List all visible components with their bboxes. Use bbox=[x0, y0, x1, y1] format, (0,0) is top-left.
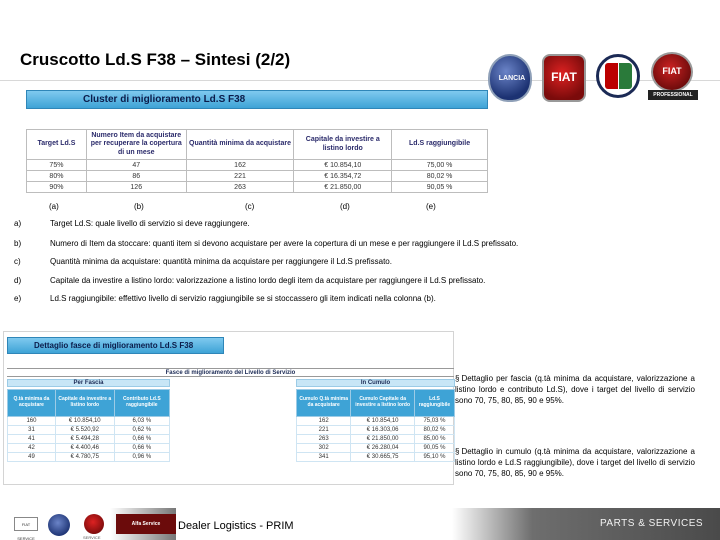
in-cumulo-label: In Cumulo bbox=[296, 379, 455, 387]
column-letter: (e) bbox=[426, 202, 436, 211]
column-letter: (a) bbox=[49, 202, 59, 211]
table-cell: 126 bbox=[86, 182, 186, 193]
table-row bbox=[8, 426, 170, 435]
footer bbox=[0, 508, 720, 540]
table-cell: 47 bbox=[86, 160, 186, 171]
cluster-table bbox=[26, 129, 488, 193]
bullet-icon: § bbox=[455, 374, 460, 383]
table-cell: 263 bbox=[297, 435, 351, 444]
table-cell: 90,05 % bbox=[392, 182, 488, 193]
table-cell: € 21.850,00 bbox=[351, 435, 415, 444]
table-cell: € 10.854,10 bbox=[55, 417, 114, 426]
lancia-logo-icon bbox=[488, 54, 532, 102]
slide-title: Cruscotto Ld.S F38 – Sintesi (2/2) bbox=[20, 50, 291, 69]
fiat-service-round-logo-icon bbox=[84, 514, 104, 534]
table-cell: € 16.354,72 bbox=[294, 171, 392, 182]
fiat-professional-logo-text: FIAT bbox=[662, 66, 682, 76]
table-cell: € 4.400,46 bbox=[55, 444, 114, 453]
table-cell: 162 bbox=[186, 160, 294, 171]
table-row bbox=[8, 453, 170, 462]
table-cell: 75,00 % bbox=[392, 160, 488, 171]
bullet-icon: § bbox=[455, 447, 460, 456]
table-cell: € 10.854,10 bbox=[351, 417, 415, 426]
per-fascia-table bbox=[7, 389, 170, 462]
table-row bbox=[27, 182, 488, 193]
table-cell: 41 bbox=[8, 435, 56, 444]
service-label: SERVICE bbox=[83, 535, 101, 540]
col-qty: Quantità minima da acquistare bbox=[186, 130, 294, 160]
per-fascia-col-capital: Capitale da investire a listino lordo bbox=[55, 390, 114, 417]
column-letters bbox=[0, 202, 720, 214]
bands-table-title: Dettaglio fasce di miglioramento Ld.S F38 bbox=[34, 341, 194, 350]
fiat-service-logo-icon: FIAT SERVICE bbox=[14, 517, 38, 531]
in-cumulo-col-qty: Cumulo Q.tà minima da acquistare bbox=[297, 390, 351, 417]
per-fascia-col-lds: Contributo Ld.S raggiungibile bbox=[114, 390, 169, 417]
table-cell: 86 bbox=[86, 171, 186, 182]
table-cell: 302 bbox=[297, 444, 351, 453]
table-cell: 160 bbox=[8, 417, 56, 426]
table-cell: 95,10 % bbox=[414, 453, 454, 462]
table-row bbox=[297, 417, 455, 426]
fiat-logo-icon bbox=[542, 54, 586, 102]
fiat-professional-logo-icon bbox=[651, 52, 693, 92]
alfa-romeo-logo-icon bbox=[596, 54, 640, 98]
definition-text: Capitale da investire a listino lordo: valorizzazione a listino lordo degli item da acquistare per raggiungere il Ld.S prefissato. bbox=[50, 276, 486, 285]
definition-letter: d) bbox=[14, 276, 22, 285]
in-cumulo-table bbox=[296, 389, 455, 462]
fiat-logo-text: FIAT bbox=[551, 70, 577, 84]
brand-logos bbox=[488, 52, 720, 106]
professional-bar: PROFESSIONAL bbox=[648, 90, 698, 100]
table-cell: 0,62 % bbox=[114, 426, 169, 435]
definition-letter: e) bbox=[14, 294, 22, 303]
definition-letter: a) bbox=[14, 219, 22, 228]
in-cumulo-col-lds: Ld.S raggiungibile bbox=[414, 390, 454, 417]
bands-table-header bbox=[7, 337, 224, 354]
table-cell: € 30.665,75 bbox=[351, 453, 415, 462]
definition-letter: c) bbox=[14, 257, 21, 266]
table-cell: € 5.520,92 bbox=[55, 426, 114, 435]
table-row bbox=[8, 435, 170, 444]
table-cell: 0,96 % bbox=[114, 453, 169, 462]
alfa-serpent-icon bbox=[619, 63, 632, 89]
table-cell: 75% bbox=[27, 160, 87, 171]
table-cell: 341 bbox=[297, 453, 351, 462]
table-cell: 42 bbox=[8, 444, 56, 453]
table-row bbox=[27, 171, 488, 182]
table-cell: 90,05 % bbox=[414, 444, 454, 453]
table-cell: 162 bbox=[297, 417, 351, 426]
per-fascia-label: Per Fascia bbox=[7, 379, 170, 387]
table-cell: € 4.780,75 bbox=[55, 453, 114, 462]
table-cell: € 26.280,04 bbox=[351, 444, 415, 453]
in-cumulo-col-capital: Cumulo Capitale da investire a listino lordo bbox=[351, 390, 415, 417]
table-row bbox=[297, 435, 455, 444]
table-cell: € 16.303,06 bbox=[351, 426, 415, 435]
bands-table-caption: Fasce di miglioramento del Livello di Servizio bbox=[7, 368, 454, 377]
column-letter: (b) bbox=[134, 202, 144, 211]
bullet-in-cumulo bbox=[455, 446, 695, 479]
lancia-service-logo-icon bbox=[48, 514, 70, 536]
cluster-table-title: Cluster di miglioramento Ld.S F38 bbox=[83, 94, 246, 105]
table-row bbox=[27, 160, 488, 171]
definition-text: Quantità minima da acquistare: quantità minima da acquistare per raggiungere il Ld.S prefissato. bbox=[50, 257, 392, 266]
bullet-per-fascia bbox=[455, 373, 695, 406]
table-cell: 0,66 % bbox=[114, 435, 169, 444]
definition-letter: b) bbox=[14, 239, 22, 248]
alfa-service-logo-icon: Alfa Service bbox=[116, 514, 176, 534]
definition-text: Ld.S raggiungibile: effettivo livello di servizio raggiungibile se si stoccassero gli item indicati nella colonna (b). bbox=[50, 294, 436, 303]
col-items: Numero Item da acquistare per recuperare la copertura di un mese bbox=[86, 130, 186, 160]
table-row bbox=[8, 417, 170, 426]
table-cell: 221 bbox=[297, 426, 351, 435]
table-cell: 221 bbox=[186, 171, 294, 182]
col-capital: Capitale da investire a listino lordo bbox=[294, 130, 392, 160]
column-letter: (c) bbox=[245, 202, 255, 211]
table-cell: 90% bbox=[27, 182, 87, 193]
column-letter: (d) bbox=[340, 202, 350, 211]
bands-panel bbox=[3, 331, 454, 485]
cluster-table-header bbox=[26, 90, 488, 109]
col-lds: Ld.S raggiungibile bbox=[392, 130, 488, 160]
table-cell: 80,02 % bbox=[392, 171, 488, 182]
table-row bbox=[297, 444, 455, 453]
table-cell: 75,03 % bbox=[414, 417, 454, 426]
footer-text: Dealer Logistics - PRIM bbox=[178, 520, 294, 532]
table-cell: 263 bbox=[186, 182, 294, 193]
bullet-text: Dettaglio in cumulo (q.tà minima da acquistare, valorizzazione a listino lordo e Ld.S raggiungibile), dove i target del livello di servizio sono 70, 75, 80, 85, 90 e 95%. bbox=[455, 447, 695, 478]
table-row bbox=[8, 444, 170, 453]
table-row bbox=[297, 453, 455, 462]
alfa-cross-icon bbox=[605, 63, 618, 89]
bullet-text: Dettaglio per fascia (q.tà minima da acquistare, valorizzazione a listino lordo e contributo Ld.S), dove i target del livello di servizio sono 70, 75, 80, 85, 90 e 95%. bbox=[455, 374, 695, 405]
table-cell: 80,02 % bbox=[414, 426, 454, 435]
table-cell: 31 bbox=[8, 426, 56, 435]
table-cell: 0,66 % bbox=[114, 444, 169, 453]
table-cell: € 10.854,10 bbox=[294, 160, 392, 171]
definition-text: Numero di Item da stoccare: quanti item si devono acquistare per avere la copertura di un mese e per raggiungere il Ld.S prefissato. bbox=[50, 239, 519, 248]
lancia-logo-text: LANCIA bbox=[498, 75, 526, 82]
table-cell: 49 bbox=[8, 453, 56, 462]
table-cell: 85,00 % bbox=[414, 435, 454, 444]
per-fascia-col-qty: Q.tà minima da acquistare bbox=[8, 390, 56, 417]
col-target: Target Ld.S bbox=[27, 130, 87, 160]
table-cell: € 21.850,00 bbox=[294, 182, 392, 193]
definition-text: Target Ld.S: quale livello di servizio si deve raggiungere. bbox=[50, 219, 250, 228]
table-cell: € 5.494,28 bbox=[55, 435, 114, 444]
table-cell: 80% bbox=[27, 171, 87, 182]
table-row bbox=[297, 426, 455, 435]
parts-services-brand: PARTS & SERVICES bbox=[600, 518, 704, 529]
table-cell: 6,03 % bbox=[114, 417, 169, 426]
